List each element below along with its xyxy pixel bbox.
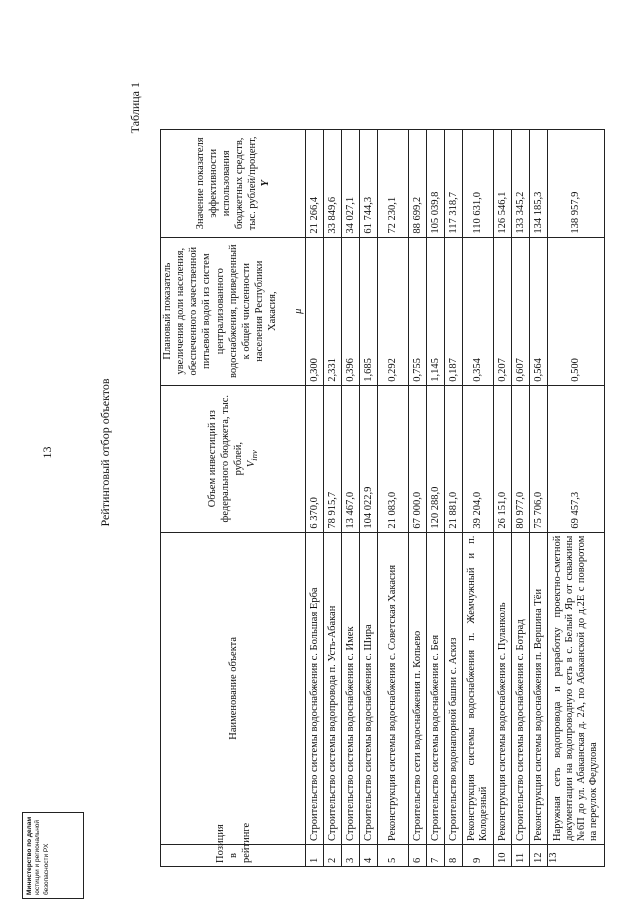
cell-position: 12 (530, 845, 548, 867)
table-row (360, 130, 378, 867)
cell-investment: 21 083,0 (378, 385, 409, 532)
header-indicator-text: Плановый показатель увеличения доли населения, обеспеченного качественной питьевой водой из систем централизованного водоснабжения, приведенный к общей численности населения Республики Хакасия, (162, 244, 278, 378)
cell-investment: 6 370,0 (306, 385, 324, 532)
header-investment-text: Объем инвестиций из федерального бюджета, тыс. рублей, (206, 394, 245, 523)
cell-indicator: 1,145 (427, 237, 445, 385)
cell-investment: 39 204,0 (463, 385, 494, 532)
cell-efficiency: 105 039,8 (427, 130, 445, 238)
cell-indicator: 0,300 (306, 237, 324, 385)
document-title: Рейтинговый отбор объектов (98, 378, 112, 527)
cell-name: Строительство сети водоснабжения п. Копьево (409, 532, 427, 844)
header-name: Наименование объекта (161, 532, 306, 844)
table-row (494, 130, 512, 867)
cell-efficiency: 134 185,3 (530, 130, 548, 238)
cell-name: Строительство водонапорной башни с. Аскиз (445, 532, 463, 844)
cell-name: Строительство системы водопровода п. Усть-Абакан (324, 532, 342, 844)
header-investment-symbol: V (246, 460, 258, 468)
cell-name: Строительство системы водоснабжения с. Ботрад (512, 532, 530, 844)
cell-indicator: 0,607 (512, 237, 530, 385)
cell-investment: 13 467,0 (342, 385, 360, 532)
table-header-row (161, 130, 306, 867)
rating-table (160, 129, 605, 867)
cell-name: Реконструкция системы водоснабжения с. Советская Хакасия (378, 532, 409, 844)
table-row (427, 130, 445, 867)
cell-name: Строительство системы водоснабжения с. Имек (342, 532, 360, 844)
cell-position: 13 (548, 845, 605, 867)
cell-position: 4 (360, 845, 378, 867)
stamp-line-1: Министерство по делам (26, 816, 33, 895)
cell-indicator: 0,292 (378, 237, 409, 385)
header-investment-subscript: inv (249, 450, 260, 461)
table-label: Таблица 1 (128, 82, 142, 134)
cell-position: 5 (378, 845, 409, 867)
cell-indicator: 0,207 (494, 237, 512, 385)
cell-name: Строительство системы водоснабжения с. Шира (360, 532, 378, 844)
cell-indicator: 0,396 (342, 237, 360, 385)
header-efficiency-symbol: Y (260, 180, 272, 187)
cell-efficiency: 110 631,0 (463, 130, 494, 238)
table-row (445, 130, 463, 867)
cell-efficiency: 88 699,2 (409, 130, 427, 238)
cell-indicator: 2,331 (324, 237, 342, 385)
header-position: Позиция в рейтинге (161, 845, 306, 867)
cell-position: 2 (324, 845, 342, 867)
table-row (306, 130, 324, 867)
header-investment (161, 385, 306, 532)
stamp-line-3: безопасности РХ (42, 843, 50, 895)
cell-investment: 75 706,0 (530, 385, 548, 532)
cell-efficiency: 33 849,6 (324, 130, 342, 238)
cell-indicator: 1,685 (360, 237, 378, 385)
header-indicator (161, 237, 306, 385)
table-row (512, 130, 530, 867)
cell-name: Реконструкция системы водоснабжения п. Вершина Тёи (530, 532, 548, 844)
cell-name: Реконструкция системы водоснабжения п. Жемчужный и п. Колодезный (463, 532, 494, 844)
cell-position: 7 (427, 845, 445, 867)
cell-investment: 80 977,0 (512, 385, 530, 532)
cell-indicator: 0,564 (530, 237, 548, 385)
cell-position: 6 (409, 845, 427, 867)
cell-investment: 104 022,9 (360, 385, 378, 532)
registration-stamp (22, 812, 84, 899)
cell-position: 3 (342, 845, 360, 867)
cell-position: 8 (445, 845, 463, 867)
header-efficiency-text: Значение показателя эффективности использования бюджетных средств, тыс. рублей/процент, (194, 136, 259, 231)
cell-position: 10 (494, 845, 512, 867)
cell-efficiency: 21 266,4 (306, 130, 324, 238)
cell-investment: 21 881,0 (445, 385, 463, 532)
cell-investment: 120 288,0 (427, 385, 445, 532)
cell-indicator: 0,500 (548, 237, 605, 385)
cell-investment: 26 151,0 (494, 385, 512, 532)
cell-efficiency: 34 027,1 (342, 130, 360, 238)
table-row (324, 130, 342, 867)
cell-efficiency: 133 345,2 (512, 130, 530, 238)
cell-position: 9 (463, 845, 494, 867)
table-row (530, 130, 548, 867)
cell-name: Реконструкция системы водоснабжения с. Пуланколь (494, 532, 512, 844)
cell-efficiency: 117 318,7 (445, 130, 463, 238)
header-efficiency (161, 130, 306, 238)
cell-investment: 78 915,7 (324, 385, 342, 532)
cell-efficiency: 126 546,1 (494, 130, 512, 238)
table-row (463, 130, 494, 867)
cell-name: Наружная сеть водопровода и разработку проектно-сметной документации на водопроводную сеть в с. Белый Яр от скважины №6П до ул. Абаканская д. 2А, по Абаканской до д.2Е с поворотом на переулок Федулова (548, 532, 605, 844)
cell-indicator: 0,755 (409, 237, 427, 385)
cell-position: 11 (512, 845, 530, 867)
cell-position: 1 (306, 845, 324, 867)
table-row (342, 130, 360, 867)
cell-indicator: 0,187 (445, 237, 463, 385)
cell-efficiency: 72 230,1 (378, 130, 409, 238)
table-row (409, 130, 427, 867)
cell-investment: 69 457,3 (548, 385, 605, 532)
cell-efficiency: 138 957,9 (548, 130, 605, 238)
cell-name: Строительство системы водоснабжения с. Большая Ерба (306, 532, 324, 844)
cell-indicator: 0,354 (463, 237, 494, 385)
cell-efficiency: 61 744,3 (360, 130, 378, 238)
cell-name: Строительство системы водоснабжения с. Бея (427, 532, 445, 844)
stamp-line-2: юстиции и региональной (34, 819, 42, 895)
header-indicator-symbol: μ (293, 308, 305, 314)
table-row (378, 130, 409, 867)
table-row (548, 130, 605, 867)
page-number: 13 (40, 446, 54, 459)
cell-investment: 67 000,0 (409, 385, 427, 532)
